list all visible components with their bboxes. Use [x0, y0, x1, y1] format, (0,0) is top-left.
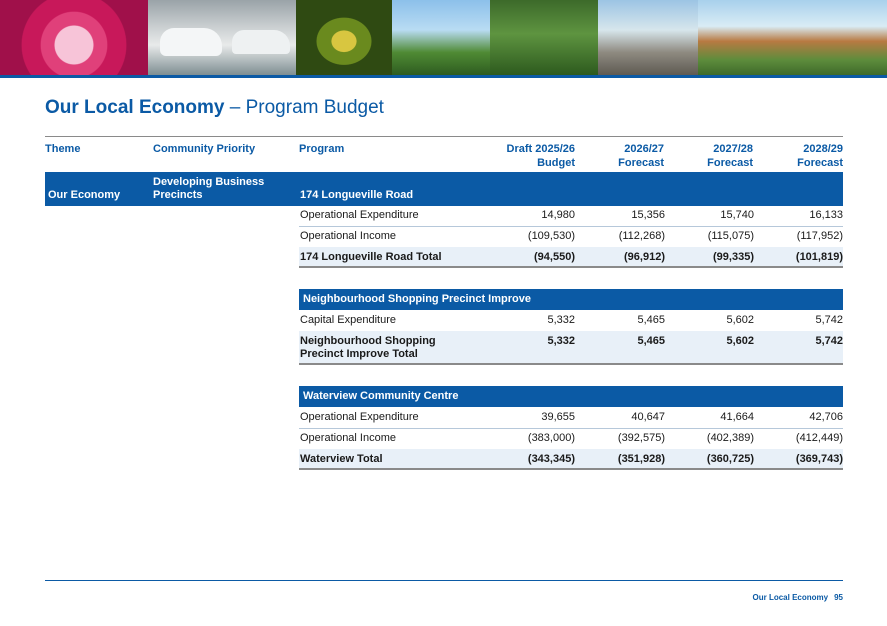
header-2028-29-line2: Forecast	[797, 157, 843, 169]
banner-photo-community-centre	[698, 0, 887, 75]
row-label: Capital Expenditure	[300, 314, 397, 326]
cell-2026-27: 40,647	[631, 411, 665, 423]
header-2026-27-line1: 2026/27	[624, 143, 664, 155]
cell-2026-27: 15,356	[631, 209, 665, 221]
header-forecast-2027-28	[664, 142, 753, 170]
table-row	[299, 230, 843, 248]
total-row	[299, 449, 843, 470]
total-label	[300, 335, 436, 361]
cell-draft-budget: 5,332	[547, 335, 575, 347]
header-forecast-2026-27	[575, 142, 664, 170]
cell-2027-28: 41,664	[720, 411, 754, 423]
header-program: Program	[299, 143, 345, 155]
banner-divider	[0, 75, 887, 78]
banner-photo-ev-charging	[148, 0, 296, 75]
cell-2026-27: (96,912)	[624, 251, 665, 263]
header-draft-budget-line1: Draft 2025/26	[506, 143, 575, 155]
page-title-main: Our Local Economy	[45, 97, 225, 118]
table-row	[299, 314, 843, 332]
page-title	[45, 97, 384, 119]
cell-2026-27: (112,268)	[618, 230, 665, 242]
footer-section-title: Our Local Economy	[752, 593, 829, 602]
table-row	[299, 209, 843, 227]
cell-2028-29: 5,742	[815, 314, 843, 326]
cell-draft-budget: 5,332	[547, 314, 575, 326]
table-top-rule	[45, 136, 843, 137]
cell-2026-27: 5,465	[637, 335, 665, 347]
cell-2028-29: 5,742	[815, 335, 843, 347]
program-name: Neighbourhood Shopping Precinct Improve	[303, 293, 531, 305]
cell-2027-28: 5,602	[726, 335, 754, 347]
row-label: Operational Income	[300, 432, 396, 444]
cell-2028-29: 42,706	[809, 411, 843, 423]
cell-draft-budget: (109,530)	[527, 230, 575, 242]
cell-2027-28: (402,389)	[706, 432, 754, 444]
header-2027-28-line2: Forecast	[707, 157, 753, 169]
page-title-sub: – Program Budget	[224, 97, 384, 118]
total-row	[299, 247, 843, 268]
header-forecast-2028-29	[753, 142, 843, 170]
row-label: Operational Income	[300, 230, 396, 242]
cell-2028-29: (101,819)	[795, 251, 843, 263]
total-label: 174 Longueville Road Total	[300, 251, 442, 263]
cell-draft-budget: 39,655	[541, 411, 575, 423]
cell-2027-28: (115,075)	[707, 230, 754, 242]
header-2026-27-line2: Forecast	[618, 157, 664, 169]
header-2027-28-line1: 2027/28	[713, 143, 753, 155]
theme-label: Our Economy	[48, 189, 121, 201]
cell-2026-27: (351,928)	[617, 453, 665, 465]
header-draft-budget	[475, 142, 575, 170]
cell-2027-28: (360,725)	[706, 453, 754, 465]
footer-rule	[45, 580, 843, 581]
total-label-line2: Precinct Improve Total	[300, 348, 418, 360]
row-divider	[299, 428, 843, 429]
table-row	[299, 432, 843, 450]
row-label: Operational Expenditure	[300, 209, 419, 221]
banner-photo-park-family	[392, 0, 490, 75]
table-row	[299, 411, 843, 429]
cell-2027-28: 15,740	[720, 209, 754, 221]
banner-photo-frog	[296, 0, 392, 75]
photo-banner	[0, 0, 887, 75]
cell-draft-budget: 14,980	[541, 209, 575, 221]
program-name: 174 Longueville Road	[300, 189, 414, 201]
page-footer	[753, 593, 843, 602]
cell-draft-budget: (343,345)	[527, 453, 575, 465]
program-name: Waterview Community Centre	[303, 390, 459, 402]
priority-label-line1: Developing Business	[153, 176, 265, 188]
header-draft-budget-line2: Budget	[537, 157, 575, 169]
banner-photo-garden-group	[490, 0, 598, 75]
page-number: 95	[834, 593, 843, 602]
cell-2026-27: 5,465	[637, 314, 665, 326]
cell-2026-27: (392,575)	[617, 432, 665, 444]
cell-2027-28: (99,335)	[713, 251, 754, 263]
header-theme: Theme	[45, 143, 81, 155]
cell-2028-29: (117,952)	[796, 230, 843, 242]
banner-photo-children-play	[0, 0, 148, 75]
cell-draft-budget: (94,550)	[534, 251, 575, 263]
cell-2028-29: 16,133	[809, 209, 843, 221]
row-divider	[299, 226, 843, 227]
banner-photo-street-shoppers	[598, 0, 698, 75]
cell-draft-budget: (383,000)	[527, 432, 575, 444]
header-2028-29-line1: 2028/29	[803, 143, 843, 155]
cell-2027-28: 5,602	[726, 314, 754, 326]
header-community-priority: Community Priority	[153, 143, 256, 155]
total-label-line1: Neighbourhood Shopping	[300, 335, 436, 347]
priority-label-line2: Precincts	[153, 189, 203, 201]
row-label: Operational Expenditure	[300, 411, 419, 423]
cell-2028-29: (412,449)	[795, 432, 843, 444]
cell-2028-29: (369,743)	[795, 453, 843, 465]
total-row	[299, 331, 843, 365]
total-label: Waterview Total	[300, 453, 383, 465]
